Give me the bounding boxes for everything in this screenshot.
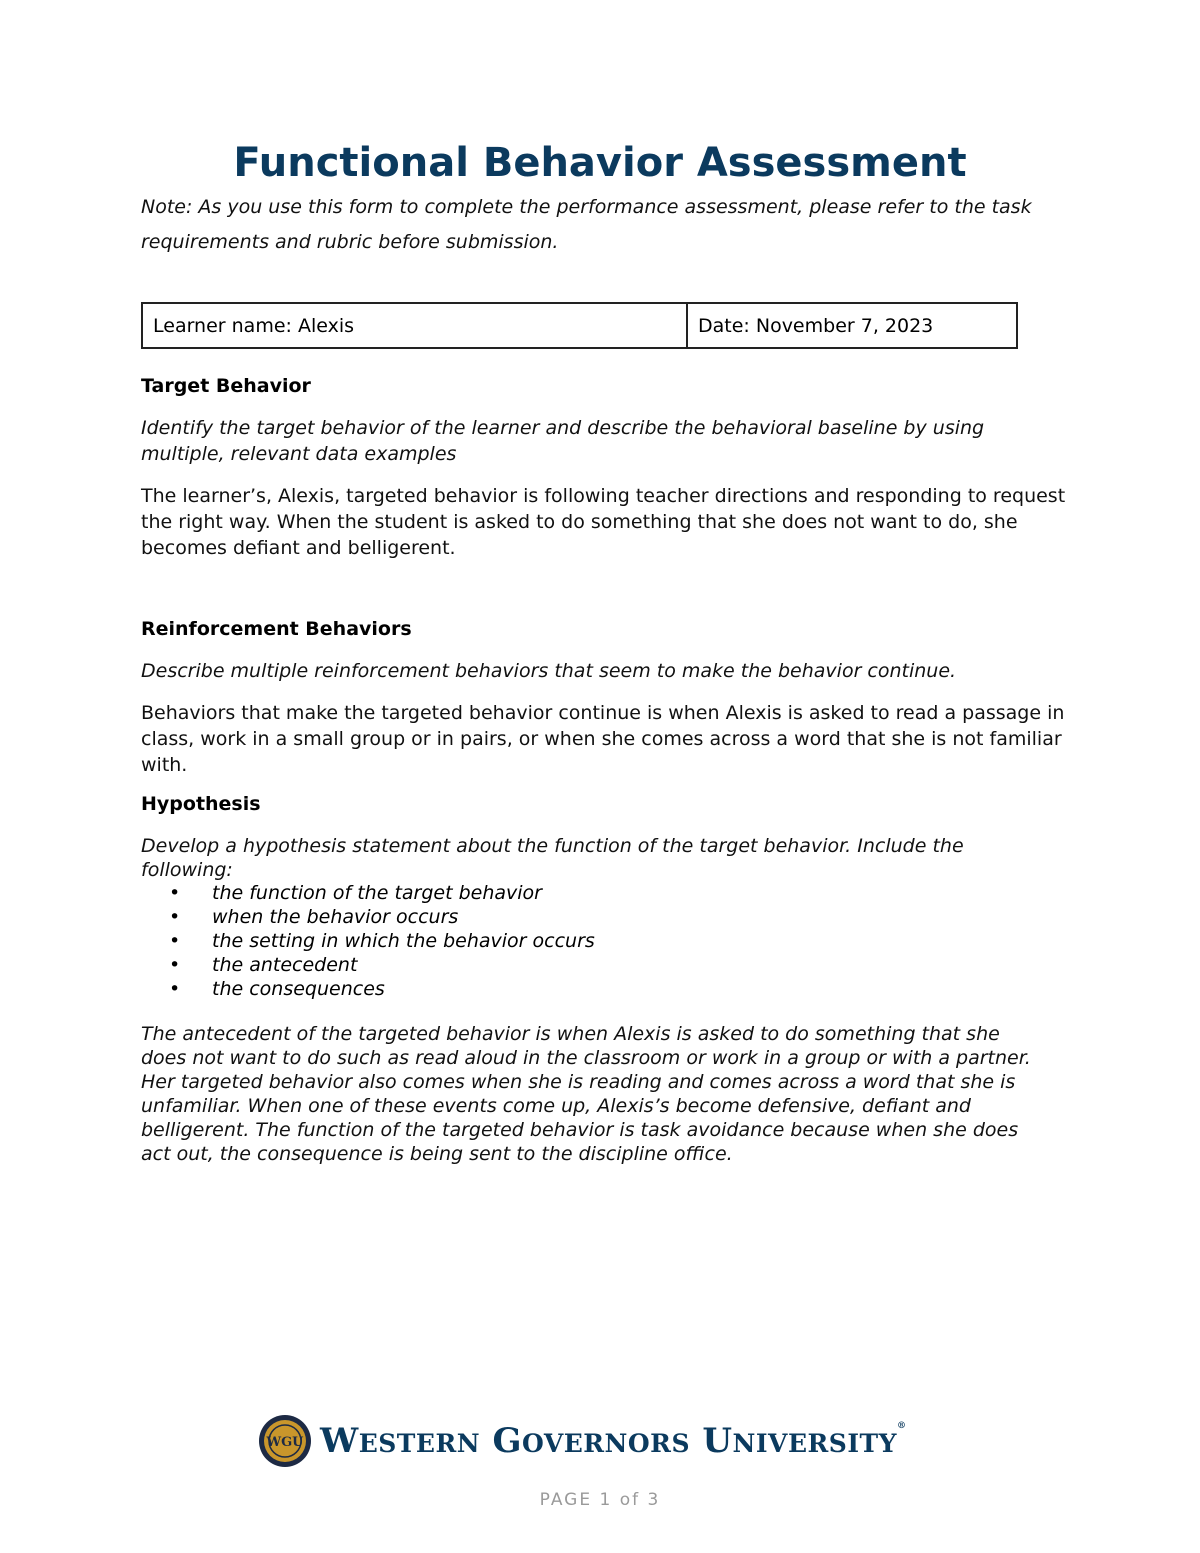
wgu-logo [258,1412,907,1470]
target-behavior-response: The learner’s, Alexis, targeted behavior is following teacher directions and responding to request the right way. When the student is asked to do something that she does not want to do, she becomes defiant and belligerent. [141,485,1066,559]
instruction-note: Note: As you use this form to complete the performance assessment, please refer to the task requirements and rubric before submission. [141,196,1032,253]
university-seal-icon [258,1414,312,1468]
list-item: • the antecedent [141,953,595,977]
reinforcement-response: Behaviors that make the targeted behavior continue is when Alexis is asked to read a passage in class, work in a small group or in pairs, or when she comes across a word that she is not familiar with. [141,702,1065,776]
hypothesis-heading: Hypothesis [141,793,261,815]
reinforcement-heading: Reinforcement Behaviors [141,618,412,640]
target-behavior-heading: Target Behavior [141,375,311,397]
list-item: • the function of the target behavior [141,881,595,905]
page-number: PAGE 1 of 3 [539,1490,661,1510]
learner-name-cell: Learner name: Alexis [142,303,687,348]
list-item: • when the behavior occurs [141,905,595,929]
hypothesis-prompt: Develop a hypothesis statement about the function of the target behavior. Include the following: [141,835,964,881]
document-title: Functional Behavior Assessment [233,140,967,186]
list-item: • the consequences [141,977,595,1001]
learner-info-table [141,302,1018,349]
date-cell: Date: November 7, 2023 [687,303,1017,348]
target-behavior-prompt: Identify the target behavior of the learner and describe the behavioral baseline by using multiple, relevant data examples [141,417,985,465]
reinforcement-prompt: Describe multiple reinforcement behaviors that seem to make the behavior continue. [141,660,957,682]
list-item: • the setting in which the behavior occurs [141,929,595,953]
hypothesis-response: The antecedent of the targeted behavior is when Alexis is asked to do something that she does not want to do such as read aloud in the classroom or work in a group or with a partner. Her targeted behavior also comes when she is reading and comes across a word that she is unfamiliar. When one of these events come up, Alexis’s become defensive, defiant and belligerent. The function of the targeted behavior is task avoidance because when she does act out, the consequence is being sent to the discipline office. [141,1023,1031,1165]
hypothesis-bullet-list [141,881,595,1001]
university-wordmark: WESTERN GOVERNORS UNIVERSITY® [320,1421,907,1461]
seal-lettering: WGU [266,1435,304,1450]
